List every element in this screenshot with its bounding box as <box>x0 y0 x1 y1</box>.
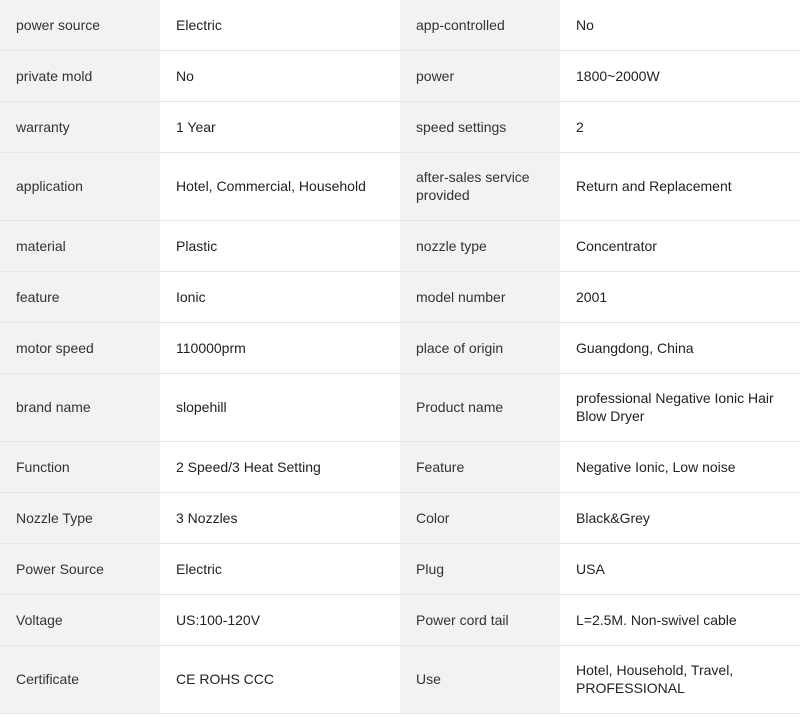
spec-key: Feature <box>400 441 560 492</box>
spec-row <box>0 0 800 50</box>
spec-key: application <box>0 152 160 220</box>
spec-value: slopehill <box>160 373 400 441</box>
spec-value: Hotel, Household, Travel, PROFESSIONAL <box>560 645 800 713</box>
spec-row <box>0 152 800 220</box>
spec-key: Nozzle Type <box>0 492 160 543</box>
spec-key: model number <box>400 271 560 322</box>
spec-key: Color <box>400 492 560 543</box>
spec-value: 110000prm <box>160 322 400 373</box>
spec-row <box>0 543 800 594</box>
spec-key: place of origin <box>400 322 560 373</box>
spec-value: Return and Replacement <box>560 152 800 220</box>
spec-value: Ionic <box>160 271 400 322</box>
spec-value: 1800~2000W <box>560 50 800 101</box>
spec-value: CE ROHS CCC <box>160 645 400 713</box>
spec-row <box>0 492 800 543</box>
spec-key: brand name <box>0 373 160 441</box>
spec-value: USA <box>560 543 800 594</box>
spec-value: L=2.5M. Non-swivel cable <box>560 594 800 645</box>
spec-value: Concentrator <box>560 220 800 271</box>
spec-key: motor speed <box>0 322 160 373</box>
spec-row <box>0 645 800 713</box>
spec-key: nozzle type <box>400 220 560 271</box>
spec-key: app-controlled <box>400 0 560 50</box>
spec-row <box>0 50 800 101</box>
spec-key: material <box>0 220 160 271</box>
spec-value: professional Negative Ionic Hair Blow Dryer <box>560 373 800 441</box>
spec-key: Product name <box>400 373 560 441</box>
spec-value: Negative Ionic, Low noise <box>560 441 800 492</box>
spec-value: Guangdong, China <box>560 322 800 373</box>
spec-value: Electric <box>160 0 400 50</box>
spec-row <box>0 322 800 373</box>
spec-value: Plastic <box>160 220 400 271</box>
spec-key: power <box>400 50 560 101</box>
spec-value: Hotel, Commercial, Household <box>160 152 400 220</box>
spec-value: US:100-120V <box>160 594 400 645</box>
spec-key: speed settings <box>400 101 560 152</box>
spec-row <box>0 594 800 645</box>
spec-key: Voltage <box>0 594 160 645</box>
spec-row <box>0 373 800 441</box>
spec-key: Plug <box>400 543 560 594</box>
spec-value: Black&Grey <box>560 492 800 543</box>
spec-key: Power cord tail <box>400 594 560 645</box>
spec-key: Certificate <box>0 645 160 713</box>
spec-row <box>0 220 800 271</box>
spec-value: 2 <box>560 101 800 152</box>
spec-key: private mold <box>0 50 160 101</box>
spec-key: Use <box>400 645 560 713</box>
spec-value: 1 Year <box>160 101 400 152</box>
spec-key: power source <box>0 0 160 50</box>
spec-row <box>0 101 800 152</box>
spec-key: Function <box>0 441 160 492</box>
spec-key: Power Source <box>0 543 160 594</box>
spec-value: 3 Nozzles <box>160 492 400 543</box>
spec-value: No <box>160 50 400 101</box>
spec-key: feature <box>0 271 160 322</box>
spec-value: Electric <box>160 543 400 594</box>
spec-value: No <box>560 0 800 50</box>
spec-row <box>0 441 800 492</box>
spec-key: warranty <box>0 101 160 152</box>
spec-value: 2 Speed/3 Heat Setting <box>160 441 400 492</box>
spec-key: after-sales service provided <box>400 152 560 220</box>
spec-value: 2001 <box>560 271 800 322</box>
spec-row <box>0 271 800 322</box>
